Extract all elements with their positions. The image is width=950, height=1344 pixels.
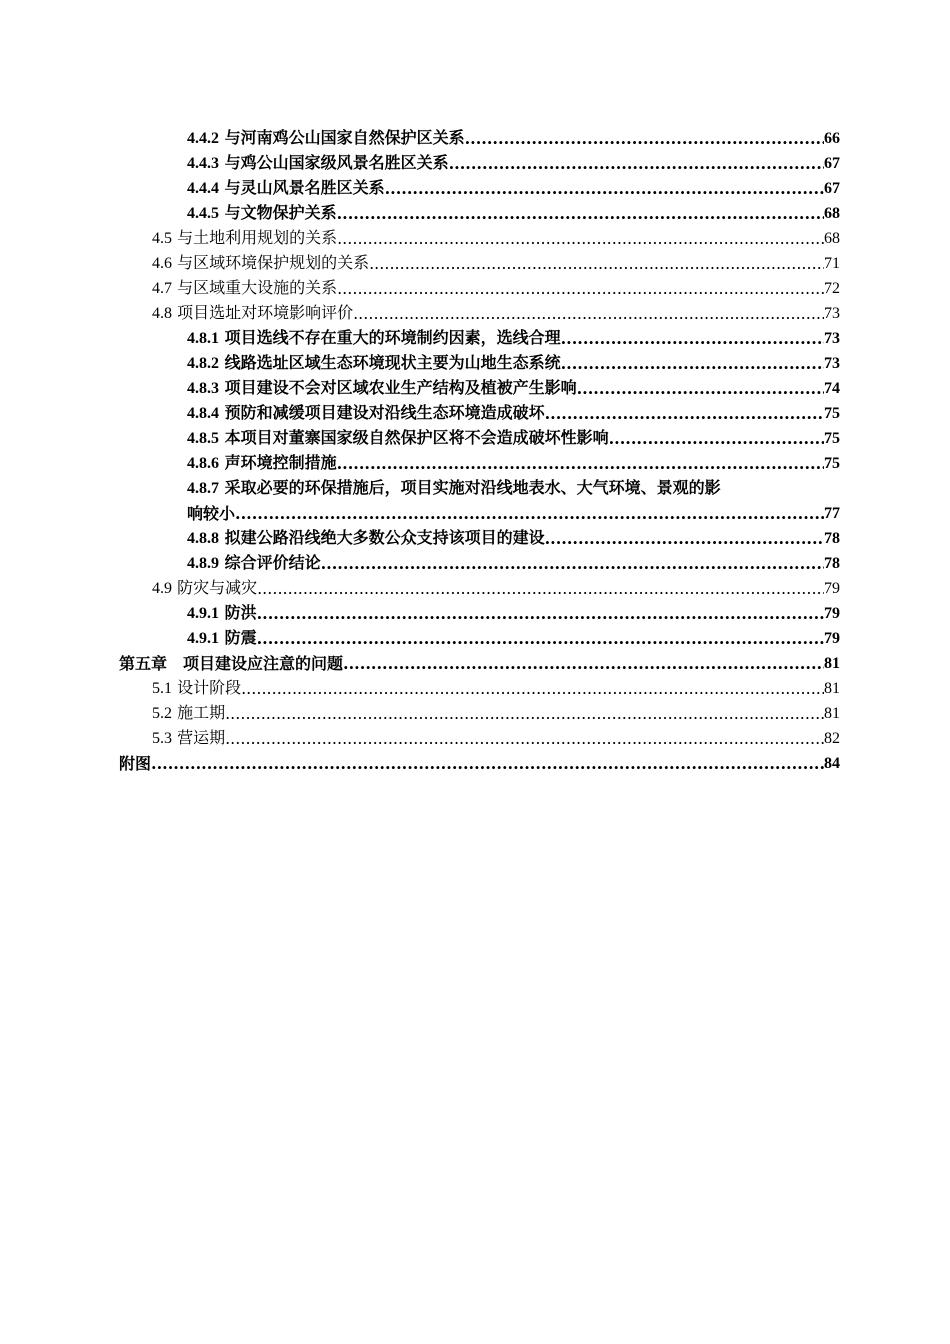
toc-entry-4-8[interactable]	[0, 301, 950, 326]
toc-page-number: 72	[824, 280, 840, 297]
toc-entry-5-1[interactable]	[0, 676, 950, 701]
dot-leader	[465, 126, 824, 151]
toc-page-number: 73	[824, 355, 840, 372]
toc-title-continued: 响较小	[187, 504, 236, 523]
toc-entry-5-3[interactable]	[0, 726, 950, 751]
toc-number: 4.9	[152, 580, 172, 597]
dot-leader	[337, 226, 824, 251]
toc-number: 4.8.4	[187, 405, 219, 422]
toc-page-number: 81	[824, 680, 840, 697]
dot-leader	[257, 576, 824, 601]
toc-number: 4.8.9	[187, 555, 219, 572]
dot-leader	[561, 326, 824, 351]
toc-page-number: 78	[824, 555, 840, 572]
toc-title: 与区域重大设施的关系	[172, 278, 338, 297]
toc-number: 4.8.1	[187, 330, 219, 347]
dot-leader	[353, 301, 824, 326]
toc-entry-chapter-5[interactable]	[0, 651, 950, 676]
toc-entry-4-8-4[interactable]	[0, 401, 950, 426]
toc-page-number: 73	[824, 305, 840, 322]
toc-title: 与河南鸡公山国家自然保护区关系	[219, 128, 465, 147]
toc-page-number: 71	[824, 255, 840, 272]
toc-number: 4.8.3	[187, 380, 219, 397]
toc-title: 预防和减缓项目建设对沿线生态环境造成破坏	[219, 403, 545, 422]
toc-entry-4-9-1-quake[interactable]	[0, 626, 950, 651]
toc-title: 项目建设不会对区域农业生产结构及植被产生影响	[219, 378, 577, 397]
toc-title: 附图	[119, 754, 152, 773]
dot-leader	[545, 401, 824, 426]
toc-entry-4-9[interactable]	[0, 576, 950, 601]
toc-page-number: 75	[824, 455, 840, 472]
toc-title: 设计阶段	[172, 678, 242, 697]
toc-page-number: 79	[824, 630, 840, 647]
toc-number: 4.5	[152, 230, 172, 247]
toc-title: 线路选址区域生态环境现状主要为山地生态系统	[219, 353, 561, 372]
toc-number: 4.8.6	[187, 455, 219, 472]
toc-number: 4.7	[152, 280, 172, 297]
dot-leader	[337, 276, 824, 301]
toc-entry-4-7[interactable]	[0, 276, 950, 301]
toc-entry-appendix[interactable]	[0, 751, 950, 776]
toc-number: 4.9.1	[187, 605, 219, 622]
toc-page-number: 81	[824, 655, 840, 672]
dot-leader	[337, 451, 824, 476]
dot-leader	[225, 726, 824, 751]
toc-number: 4.4.3	[187, 155, 219, 172]
toc-page-number: 68	[824, 230, 840, 247]
toc-entry-4-4-3[interactable]	[0, 151, 950, 176]
toc-number: 4.4.4	[187, 180, 219, 197]
toc-number: 4.6	[152, 255, 172, 272]
toc-entry-4-8-1[interactable]	[0, 326, 950, 351]
table-of-contents	[0, 126, 950, 776]
toc-number: 4.4.5	[187, 205, 219, 222]
toc-entry-4-8-7-line2[interactable]	[0, 501, 950, 526]
toc-page-number: 73	[824, 330, 840, 347]
toc-number: 5.1	[152, 680, 172, 697]
toc-entry-4-4-4[interactable]	[0, 176, 950, 201]
toc-entry-4-8-6[interactable]	[0, 451, 950, 476]
toc-number: 4.8.7	[187, 480, 219, 497]
toc-entry-4-9-1-flood[interactable]	[0, 601, 950, 626]
dot-leader	[449, 151, 824, 176]
toc-title: 防洪	[219, 603, 257, 622]
toc-page-number: 79	[824, 580, 840, 597]
toc-title: 项目选址对环境影响评价	[172, 303, 354, 322]
toc-title: 与灵山风景名胜区关系	[219, 178, 385, 197]
dot-leader	[337, 201, 824, 226]
dot-leader	[151, 751, 824, 776]
toc-title: 拟建公路沿线绝大多数公众支持该项目的建设	[219, 528, 545, 547]
dot-leader	[369, 251, 824, 276]
dot-leader	[235, 501, 824, 526]
toc-title: 与文物保护关系	[219, 203, 337, 222]
toc-entry-4-8-5[interactable]	[0, 426, 950, 451]
toc-title: 与土地利用规划的关系	[172, 228, 338, 247]
toc-entry-4-8-2[interactable]	[0, 351, 950, 376]
toc-title: 施工期	[172, 703, 226, 722]
toc-entry-4-6[interactable]	[0, 251, 950, 276]
toc-entry-4-8-7-line1[interactable]	[0, 476, 950, 501]
dot-leader	[385, 176, 824, 201]
dot-leader	[577, 376, 824, 401]
toc-title: 与区域环境保护规划的关系	[172, 253, 370, 272]
toc-page-number: 68	[824, 205, 840, 222]
toc-page-number: 66	[824, 130, 840, 147]
toc-page-number: 79	[824, 605, 840, 622]
toc-number: 5.2	[152, 705, 172, 722]
dot-leader	[225, 701, 824, 726]
dot-leader	[545, 526, 824, 551]
toc-page-number: 67	[824, 155, 840, 172]
dot-leader	[257, 601, 824, 626]
toc-entry-4-8-3[interactable]	[0, 376, 950, 401]
toc-entry-4-5[interactable]	[0, 226, 950, 251]
toc-number: 5.3	[152, 730, 172, 747]
toc-number: 4.8.5	[187, 430, 219, 447]
toc-entry-4-4-5[interactable]	[0, 201, 950, 226]
toc-page-number: 82	[824, 730, 840, 747]
dot-leader	[257, 626, 824, 651]
toc-entry-5-2[interactable]	[0, 701, 950, 726]
toc-entry-4-8-9[interactable]	[0, 551, 950, 576]
toc-page-number: 81	[824, 705, 840, 722]
toc-entry-4-8-8[interactable]	[0, 526, 950, 551]
toc-title: 营运期	[172, 728, 226, 747]
toc-title: 采取必要的环保措施后，项目实施对沿线地表水、大气环境、景观的影	[219, 478, 721, 497]
toc-title: 声环境控制措施	[219, 453, 337, 472]
toc-page-number: 74	[824, 380, 840, 397]
toc-chapter-number: 第五章	[119, 654, 168, 673]
toc-page-number: 77	[824, 505, 840, 522]
dot-leader	[561, 351, 824, 376]
toc-number: 4.8	[152, 305, 172, 322]
toc-title: 项目选线不存在重大的环境制约因素，选线合理	[219, 328, 561, 347]
toc-page-number: 67	[824, 180, 840, 197]
toc-page-number: 75	[824, 405, 840, 422]
toc-number: 4.4.2	[187, 130, 219, 147]
toc-number: 4.8.8	[187, 530, 219, 547]
toc-title: 防震	[219, 628, 257, 647]
toc-title: 防灾与减灾	[172, 578, 258, 597]
toc-title: 项目建设应注意的问题	[167, 654, 344, 673]
toc-title: 与鸡公山国家级风景名胜区关系	[219, 153, 449, 172]
toc-number: 4.9.1	[187, 630, 219, 647]
dot-leader	[343, 651, 824, 676]
toc-number: 4.8.2	[187, 355, 219, 372]
toc-page-number: 84	[824, 755, 840, 772]
dot-leader	[241, 676, 824, 701]
toc-page-number: 78	[824, 530, 840, 547]
toc-page-number: 75	[824, 430, 840, 447]
dot-leader	[609, 426, 824, 451]
toc-entry-4-4-2[interactable]	[0, 126, 950, 151]
dot-leader	[321, 551, 824, 576]
toc-title: 本项目对董寨国家级自然保护区将不会造成破坏性影响	[219, 428, 609, 447]
toc-title: 综合评价结论	[219, 553, 321, 572]
